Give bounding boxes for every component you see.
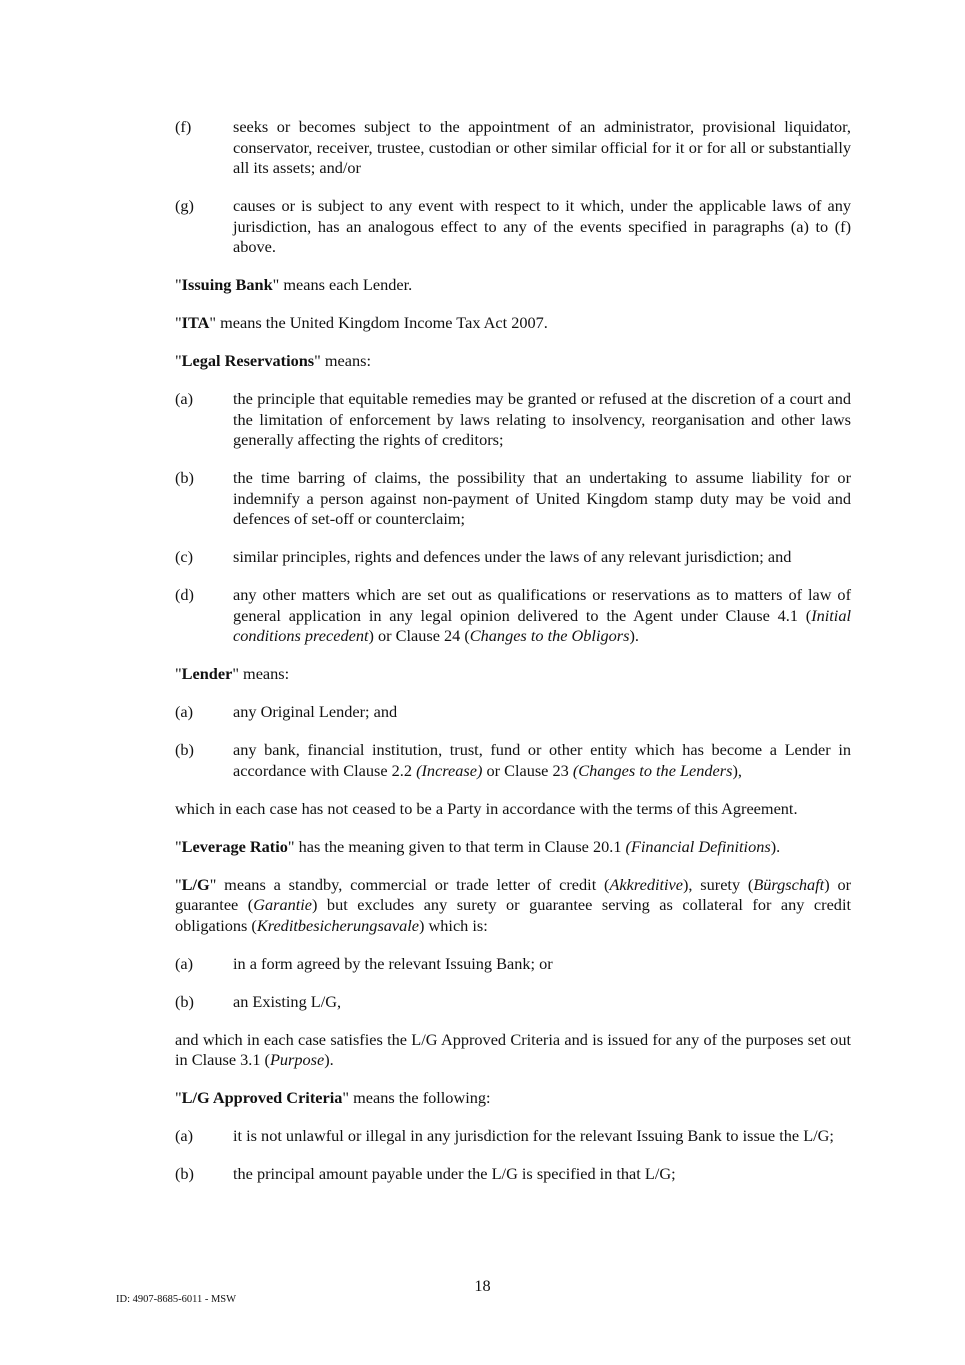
list-text: in a form agreed by the relevant Issuing Bank; or xyxy=(233,953,553,973)
list-label: (a) xyxy=(175,389,194,408)
definition-lg-approved-criteria: "L/G Approved Criteria" means the following: xyxy=(175,1088,491,1107)
clause-reference: (Increase) xyxy=(416,760,483,780)
definition-legal-reservations: "Legal Reservations" means: xyxy=(175,351,371,370)
list-item xyxy=(175,740,851,781)
defined-term: Legal Reservations xyxy=(181,351,315,370)
definition-issuing-bank: "Issuing Bank" means each Lender. xyxy=(175,275,413,294)
list-item xyxy=(175,702,851,723)
list-label: (b) xyxy=(175,468,194,487)
page-number: 18 xyxy=(474,1276,491,1295)
foreign-term: Kreditbesicherungsavale xyxy=(256,915,420,935)
list-label: (a) xyxy=(175,953,194,973)
list-item xyxy=(175,1164,851,1185)
lender-closing: which in each case has not ceased to be a Party in accordance with the terms of this Agreement. xyxy=(175,798,798,818)
defined-term: Issuing Bank xyxy=(181,275,273,294)
list-text: the principle that equitable remedies may be granted or refused at the discretion of a court and the limitation of enforcement by laws relating to insolvency, reorganisation and other laws generally affecting the rights of creditors; xyxy=(233,389,851,449)
list-item xyxy=(175,196,851,258)
list-item xyxy=(175,547,851,568)
list-text: similar principles, rights and defences under the laws of any relevant jurisdiction; and xyxy=(233,547,792,566)
foreign-term: Bürgschaft xyxy=(753,874,825,894)
defined-term: ITA xyxy=(181,313,210,332)
list-item xyxy=(175,117,851,179)
list-label: (b) xyxy=(175,740,194,759)
clause-reference: Initial conditions precedent xyxy=(233,605,851,645)
document-id: ID: 4907-8685-6011 - MSW xyxy=(116,1294,237,1305)
list-label: (d) xyxy=(175,585,194,604)
defined-term: L/G Approved Criteria xyxy=(181,1088,343,1107)
list-label: (b) xyxy=(175,991,194,1011)
list-label: (f) xyxy=(175,117,192,136)
list-item xyxy=(175,1126,851,1147)
clause-reference: Purpose xyxy=(269,1050,325,1069)
clause-reference: (Financial Definitions xyxy=(625,836,771,856)
list-text: an Existing L/G, xyxy=(233,991,342,1011)
list-label: (a) xyxy=(175,1126,194,1145)
list-label: (g) xyxy=(175,196,194,215)
clause-reference: (Changes to the Lenders xyxy=(572,760,733,780)
list-item xyxy=(175,389,851,451)
list-text: seeks or becomes subject to the appointment of an administrator, provisional liquidator, conservator, receiver, trustee, custodian or other similar official for it or for all or substantially all its assets; and/or xyxy=(233,117,851,177)
definition-lg: "L/G" means a standby, commercial or trade letter of credit (Akkreditive), surety (Bürgschaft) or guarantee (Garantie) but excludes any surety or guarantee serving as collateral for any credit obligations (Kreditbesicherungsavale) which is: xyxy=(175,874,852,935)
list-label: (c) xyxy=(175,547,194,566)
list-text: any bank, financial institution, trust, fund or other entity which has become a Lender in accordance with Clause 2.2 (Increase) or Clause 23 (Changes to the Lenders), xyxy=(233,740,851,780)
list-label: (b) xyxy=(175,1164,194,1183)
list-text: the time barring of claims, the possibility that an undertaking to assume liability for or indemnify a person against non-payment of United Kingdom stamp duty may be void and defences of set-off or counterclaim; xyxy=(233,468,851,528)
list-text: any other matters which are set out as qualifications or reservations as to matters of law of general application in any legal opinion delivered to the Agent under Clause 4.1 (Initial conditions precedent) or Clause 24 (Changes to the Obligors). xyxy=(233,585,851,645)
list-item xyxy=(175,954,851,975)
list-text: causes or is subject to any event with respect to it which, under the applicable laws of any jurisdiction, has an analogous effect to any of the events specified in paragraphs (a) to (f) above. xyxy=(233,196,851,256)
definition-ita: "ITA" means the United Kingdom Income Tax Act 2007. xyxy=(175,313,548,332)
list-item xyxy=(175,992,851,1013)
foreign-term: Akkreditive xyxy=(609,874,683,894)
list-text: any Original Lender; and xyxy=(233,702,398,721)
foreign-term: Garantie xyxy=(253,895,312,914)
definition-lender: "Lender" means: xyxy=(175,664,290,683)
list-item xyxy=(175,468,851,530)
list-label: (a) xyxy=(175,702,194,721)
list-item xyxy=(175,585,851,647)
lg-closing: and which in each case satisfies the L/G Approved Criteria and is issued for any of the purposes set out in Clause 3.1 (Purpose). xyxy=(175,1029,851,1069)
list-text: it is not unlawful or illegal in any jurisdiction for the relevant Issuing Bank to issue the L/G; xyxy=(233,1126,834,1145)
defined-term: Leverage Ratio xyxy=(181,836,288,856)
defined-term: Lender xyxy=(181,664,233,683)
document-body xyxy=(175,117,851,1202)
defined-term: L/G xyxy=(181,874,210,894)
clause-reference: Changes to the Obligors xyxy=(469,626,630,645)
list-text: the principal amount payable under the L/G is specified in that L/G; xyxy=(233,1164,676,1183)
definition-leverage-ratio: "Leverage Ratio" has the meaning given to that term in Clause 20.1 (Financial Definitions). xyxy=(175,836,781,856)
